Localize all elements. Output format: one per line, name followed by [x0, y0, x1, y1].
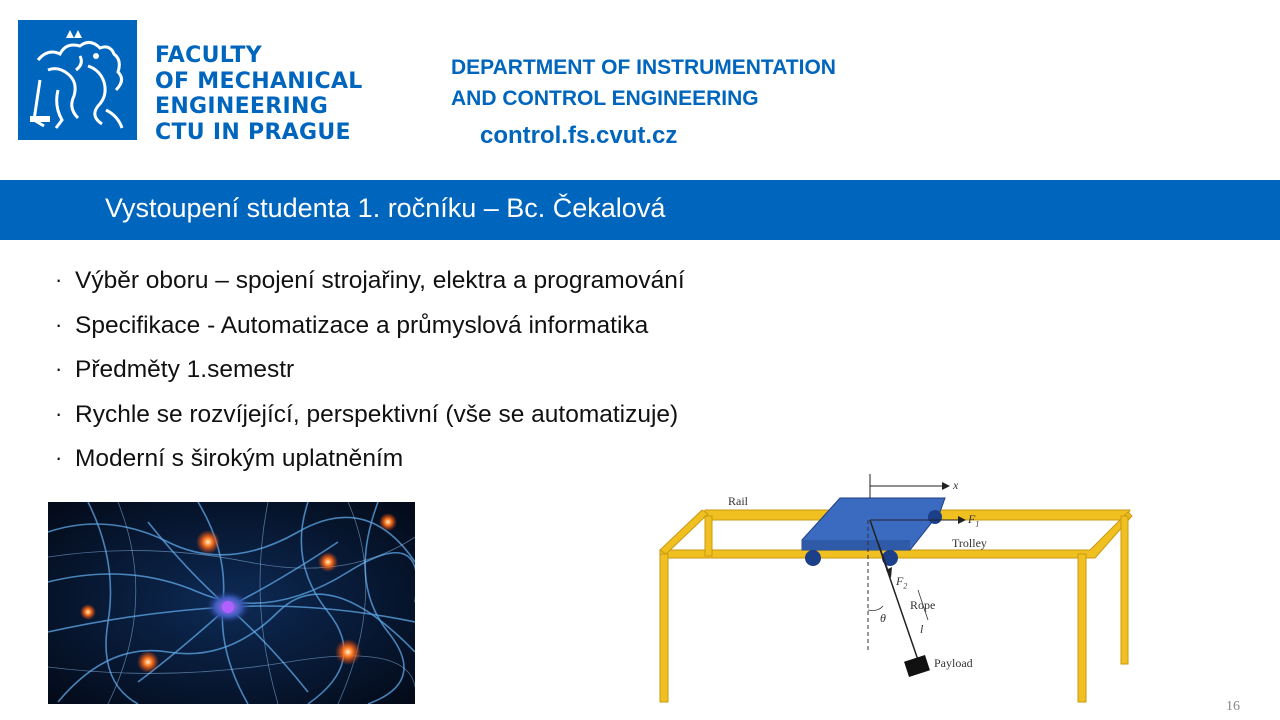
label-f2-main: F	[896, 574, 904, 588]
label-f1	[968, 512, 979, 528]
bullet-item	[55, 444, 685, 489]
bullet-text: Moderní s širokým uplatněním	[75, 445, 404, 472]
label-f1-main: F	[968, 512, 976, 526]
label-f1-sub: 1	[975, 519, 980, 529]
faculty-line-4: CTU IN PRAGUE	[155, 119, 351, 145]
department-line-1: DEPARTMENT OF INSTRUMENTATION	[451, 56, 836, 79]
bullet-item	[55, 400, 685, 445]
bullet-item	[55, 266, 685, 311]
label-rope: Rope	[910, 598, 936, 612]
label-trolley: Trolley	[952, 536, 987, 550]
label-f2	[896, 574, 907, 590]
bullet-text: Předměty 1.semestr	[75, 356, 295, 383]
department-name	[451, 52, 836, 114]
gantry-crane-diagram	[650, 470, 1140, 705]
label-length: l	[920, 622, 924, 636]
bullet-dot: ·	[55, 445, 63, 470]
ctu-lion-emblem	[18, 20, 137, 140]
bullet-text: Specifikace - Automatizace a průmyslová informatika	[75, 311, 649, 339]
faculty-line-3: ENGINEERING	[155, 94, 329, 119]
label-f2-sub: 2	[903, 581, 908, 591]
bullet-text: Rychle se rozvíjející, perspektivní (vše se automatizuje)	[75, 400, 679, 428]
bullet-item	[55, 311, 685, 356]
bullet-dot: ·	[55, 311, 63, 337]
slide-title: Vystoupení studenta 1. ročníku – Bc. Čekalová	[105, 193, 666, 223]
bullet-dot: ·	[55, 267, 63, 292]
title-band	[0, 180, 1280, 240]
department-line-2: AND CONTROL ENGINEERING	[451, 87, 759, 110]
bullet-list	[55, 266, 685, 489]
bullet-item	[55, 355, 685, 400]
neurons-illustration	[48, 502, 415, 704]
bullet-dot: ·	[55, 356, 63, 381]
faculty-line-1: FACULTY	[155, 43, 262, 68]
bullet-dot: ·	[55, 400, 63, 426]
label-theta: θ	[880, 611, 886, 625]
department-url[interactable]: control.fs.cvut.cz	[480, 122, 678, 149]
label-rail: Rail	[728, 494, 748, 508]
crane-drawing	[650, 470, 1140, 705]
neurons-image	[48, 502, 415, 704]
page-number: 16	[1226, 699, 1240, 714]
label-payload: Payload	[934, 656, 973, 670]
faculty-name	[155, 43, 363, 145]
faculty-line-2: OF MECHANICAL	[155, 68, 363, 94]
bullet-text: Výběr oboru – spojení strojařiny, elektra a programování	[75, 267, 685, 294]
label-x: x	[953, 478, 959, 492]
ctu-logo	[18, 20, 137, 140]
